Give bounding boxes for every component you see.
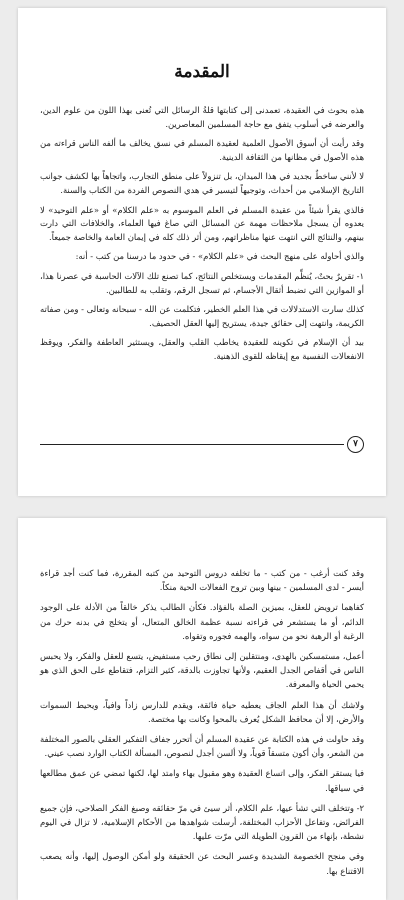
page-1-body	[40, 104, 364, 370]
paragraph: كذلك سارت الاستدلالات في هذا العلم الخطير، فتكلمت عن الله - سبحانه وتعالى - ومن صفاته الكريمة، وانتهت إلى حقائق جيدة، يستريح إليها العقل الحصيف.	[40, 304, 364, 328]
paragraph: كفاهما ترويض للعقل، بميزين الصلة بالفؤاد. فكأن الطالب يذكر خالقاً من الأدلة على الوجود الدائم، أو ما يستشعر في قراءته نسبة عظمة الخالق المتعال، أو يتخلج في بدنه حرك من الرغبة أو الرهبة نحو من سواه، والهمه فجوره وتقواه.	[40, 602, 364, 641]
page-2-body	[40, 566, 364, 884]
document-page-1	[18, 8, 386, 496]
paragraph: وفي منجح الخصومة الشديدة وعسر البحث عن الحقيقة ولو أمكن الوصول إليها، وأنه يصعب الاقتناع بها.	[40, 851, 364, 876]
paragraph: أعمل، مستمسكين بالهدى، ومنتقلين إلى نطاق رحب مستفيض، يتسع للعقل والفكر، ولا يحبس الناس في أقفاص الجدل العقيم، ولأنها تجاوزت بالدقة، كثير التزام، فتقاطع على الحق الذي هو يحمي الحياة والمعرفة.	[40, 651, 364, 690]
paragraph: وقد رأيت أن أسوق الأصول العلمية لعقيدة المسلم في نسق يخالف ما ألفه الناس قراءته من هذه الأصول في مظانها من الثقافة الدينية.	[40, 138, 364, 162]
paragraph: والذي أحاوله على منهج البحث في «علم الكلام» - في حدود ما درسنا من كتب - أنه:	[75, 251, 364, 262]
paragraph: وقد حاولت في هذه الكتابة عن عقيدة المسلم أن أتحرر جفاف التفكير العقلي بالصور المختلفة من الشعر، وأن أكون متسقاً قوياً، ولا ألسن أجدل لنصوص، المسألة الكتاب الوارد نصب عيني.	[40, 734, 364, 759]
page-number: ٧	[347, 436, 364, 453]
paragraph: ١- تقريرٌ بحتٌ، يُنظِّم المقدمات ويستخلص النتائج، كما تصنع تلك الآلات الحاسبة في عصرنا هذا، أو الموازين التي تضبط أثقال الأجسام، ثم تسجل الرقم، وتقلب به للطالبين.	[40, 270, 364, 295]
paragraph: وقد كنت أرغب - من كتب - ما تخلفه دروس التوحيد من كتبه المقررة، فما كنت أجد قراءة أيسر - لدى المسلمين - بينها وبين تروح الفعالات الحية منكاً.	[40, 568, 364, 593]
paragraph: بيد أن الإسلام في تكوينه للعقيدة يخاطب القلب والعقل، ويستثير العاطفة والفكر، ويوقظ الانفعالات النفسية مع إيقاظه للقوى الذهنية.	[40, 337, 364, 361]
paragraph: لا لأنني ساخطٌ بجديد في هذا الميدان، بل تنزولاً على منطق التجارب، واتجاهاً بها لكشف جوانب التاريخ الإسلامي من أحداث، وتوجيهاً لتيسير في هدي النصوص الفردة من الكتاب والسنة.	[40, 171, 364, 195]
paragraph: ولاشك أن هذا العلم الجاف يعطيه حياة فائقة، ويقدم للدارس زاداً وافياً، ويحيط السموات والأرض، إلا أن محافظ الشكل يُعرف بالمحوا وكانت بها مختصة.	[40, 699, 364, 724]
paragraph: فيا يستقر الفكر، وإلى اتساع العقيدة وهو مقبول بهاء وامتد لها، لكنها تمضي عن عمق مطالعها في سياقها.	[40, 768, 364, 793]
page-title: المقدمة	[174, 62, 230, 82]
document-page-2	[18, 518, 386, 900]
paragraph: ٢- وتتخلف التي تشأ عيها، علم الكلام، أثر سيئ في مرّ حقائقه وصبغ الفكر الصلاحي، فإن جميع الفرائض، وتفاعل الأحزاب المختلفة، أرسلت شواهدها من الأحكام الإسلامية، لا تزال في اليوم نشطة، بإنهاء من القرون الطويلة التي مرّت عليها.	[40, 802, 364, 842]
footer-rule	[40, 444, 344, 445]
paragraph: هذه بحوث في العقيدة، تعمدنى إلى كتابتها قلةُ الرسائل التي تُعنى بهذا اللون من علوم الدين، والعرضه في أسلوب يتفق مع حاجة المسلمين المعاصرين.	[40, 105, 364, 129]
paragraph: فالذي يقرأ شيئاً من عقيدة المسلم في العلم الموسوم به «علم الكلام» أو «علم التوحيد» لا يعدوه أن يسجل ملاحظات مهمة عن المسائل التي صاغ فيها العلماء، والخلافات التي دارت بينهم، والنتائج التي انتهت عنها مناظراتهم، ومن أثر ذلك كله في إيمان العامة والخاصة جميعاً.	[40, 204, 364, 242]
